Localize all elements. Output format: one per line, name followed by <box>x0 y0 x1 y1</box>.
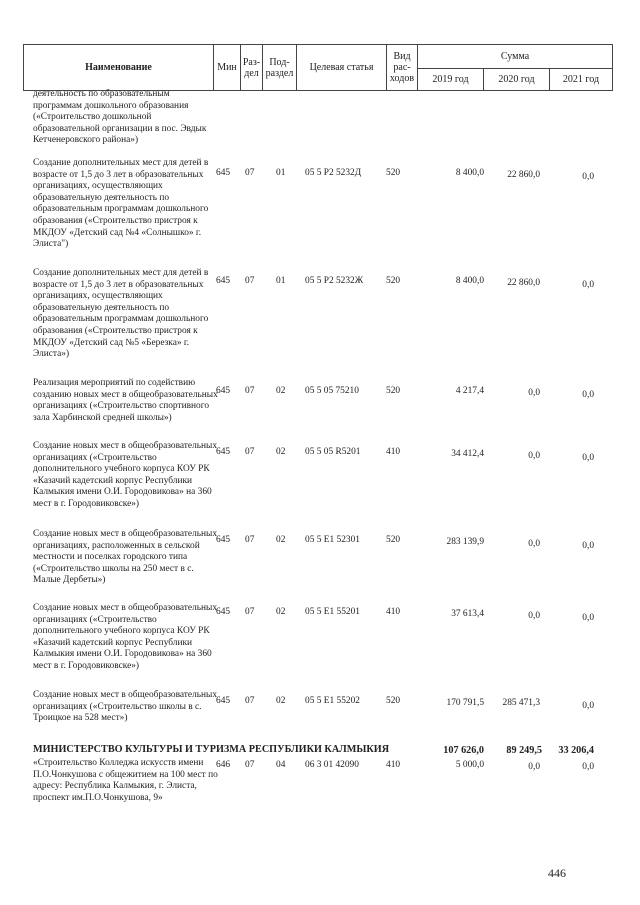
row-cs: 05 5 Р2 5232Д <box>305 168 362 178</box>
row-razdel: 07 <box>245 447 255 457</box>
header-naimenovanie: Наименование <box>24 45 214 90</box>
row-podrazdel: 02 <box>276 696 286 706</box>
row-razdel: 07 <box>245 607 255 617</box>
row-2019: 283 139,9 <box>446 537 484 547</box>
row-razdel: 07 <box>245 386 255 396</box>
header-2019: 2019 год <box>418 69 484 90</box>
row-vid: 410 <box>386 447 401 457</box>
row-2019: 37 613,4 <box>451 609 484 619</box>
row-razdel: 07 <box>245 535 255 545</box>
row-name: Создание дополнительных мест для детей в возрасте от 1,5 до 3 лет в образовательных организациях, осуществляющих образовательную деятельность по образовательным программам дошкольного образования («Строительство пристроя к МКДОУ «Детский сад №5 «Березка» г. Элиста») <box>33 268 209 360</box>
table-header <box>23 44 613 91</box>
header-celevaya-statya: Целевая статья <box>297 45 387 90</box>
row-podrazdel: 02 <box>276 386 286 396</box>
row-cs: 05 5 E1 55202 <box>305 696 360 706</box>
row-podrazdel: 01 <box>276 276 286 286</box>
row-vid: 520 <box>386 276 401 286</box>
row-vid: 410 <box>386 607 401 617</box>
row-2021: 0,0 <box>582 172 594 182</box>
row-2020: 285 471,3 <box>502 698 540 708</box>
row-cs: 05 5 E1 55201 <box>305 607 360 617</box>
row-2019: 170 791,5 <box>446 698 484 708</box>
row-name: Создание новых мест в общеобразовательных организациях («Строительство школы в с. Троицкое на 528 мест») <box>33 690 218 724</box>
row-2019: 4 217,4 <box>455 386 484 396</box>
row-2019: 8 400,0 <box>455 276 484 286</box>
row-2019: 5 000,0 <box>455 760 484 770</box>
row-name: Создание новых мест в общеобразовательных организациях («Строительство дополнительного учебного корпуса КОУ РК «Казачий кадетский корпус Республики Калмыкия имени О.И. Городовикова» на 360 мест в г. Городовиковске») <box>33 441 218 509</box>
row-podrazdel: 04 <box>276 760 286 770</box>
row-name: Создание дополнительных мест для детей в возрасте от 1,5 до 3 лет в образовательных организациях, осуществляющих образовательную деятельность по образовательным программам дошкольного образования («Строительство пристроя к МКДОУ «Детский сад №4 «Солнышко» г. Элиста") <box>33 158 209 250</box>
row-vid: 520 <box>386 168 401 178</box>
row-min: 645 <box>216 535 231 545</box>
row-cs: 05 5 05 75210 <box>305 386 359 396</box>
row-2020: 0,0 <box>528 611 540 621</box>
row-razdel: 07 <box>245 696 255 706</box>
ministry-name: МИНИСТЕРСТВО КУЛЬТУРЫ И ТУРИЗМА РЕСПУБЛИКИ КАЛМЫКИЯ <box>33 744 390 755</box>
row-cs: 06 3 01 42090 <box>305 760 359 770</box>
row-2021: 0,0 <box>582 541 594 551</box>
row-name: Создание новых мест в общеобразовательных организациях («Строительство дополнительного учебного корпуса КОУ РК «Казачий кадетский корпус Республики Калмыкия имени О.И. Городовикова» на 360 мест в г. Городовиковске») <box>33 603 218 671</box>
header-razdel: Раз-дел <box>241 45 263 90</box>
row-podrazdel: 02 <box>276 607 286 617</box>
row-2019: 34 412,4 <box>451 449 484 459</box>
row-2021: 0,0 <box>582 762 594 772</box>
row-2020: 0,0 <box>528 388 540 398</box>
header-vid-rashodov: Вид рас-ходов <box>387 45 418 90</box>
row-razdel: 07 <box>245 168 255 178</box>
row-2020: 0,0 <box>528 539 540 549</box>
row-razdel: 07 <box>245 760 255 770</box>
header-2021: 2021 год <box>562 74 600 85</box>
row-2021: 0,0 <box>582 613 594 623</box>
ministry-2021: 33 206,4 <box>558 745 594 756</box>
row-min: 646 <box>216 760 231 770</box>
row-name: Создание новых мест в общеобразовательных организациях, расположенных в сельской местности и поселках городского типа («Строительство школы на 250 мест в с. Малые Дербеты») <box>33 529 218 586</box>
row-vid: 520 <box>386 535 401 545</box>
row-2021: 0,0 <box>582 280 594 290</box>
row-cs: 05 5 05 R5201 <box>305 447 361 457</box>
row-min: 645 <box>216 696 231 706</box>
row-podrazdel: 02 <box>276 447 286 457</box>
header-2020: 2020 год <box>484 69 550 90</box>
row-cs: 05 5 Р2 5232Ж <box>305 276 364 286</box>
row-vid: 520 <box>386 696 401 706</box>
row-name: «Строительство Колледжа искусств имени П.О.Чонкушова с общежитием на 100 мест по адресу: Республика Калмыкия, г. Элиста, проспект им.П.О.Чонкушова, 9» <box>33 758 218 803</box>
row-razdel: 07 <box>245 276 255 286</box>
row-2021: 0,0 <box>582 453 594 463</box>
row-vid: 520 <box>386 386 401 396</box>
header-podrazdel: Под-раздел <box>263 45 297 90</box>
page-number: 446 <box>548 866 566 880</box>
row-2019: 8 400,0 <box>455 168 484 178</box>
row-min: 645 <box>216 168 231 178</box>
row-cs: 05 5 E1 52301 <box>305 535 360 545</box>
ministry-2020: 89 249,5 <box>506 745 542 756</box>
row-2020: 0,0 <box>528 762 540 772</box>
header-summa: Сумма <box>418 45 612 69</box>
row-podrazdel: 02 <box>276 535 286 545</box>
row-2021: 0,0 <box>582 390 594 400</box>
row-vid: 410 <box>386 760 401 770</box>
row-min: 645 <box>216 276 231 286</box>
row-name: деятельность по образовательным программам дошкольного образования («Строительство дошкольной образовательной организации в пос. Эвдык Кетченеровского района») <box>33 89 207 146</box>
row-podrazdel: 01 <box>276 168 286 178</box>
row-min: 645 <box>216 607 231 617</box>
row-min: 645 <box>216 386 231 396</box>
row-2020: 22 860,0 <box>507 278 540 288</box>
row-2021: 0,0 <box>582 701 594 711</box>
row-min: 645 <box>216 447 231 457</box>
ministry-2019: 107 626,0 <box>443 745 484 756</box>
row-2020: 0,0 <box>528 451 540 461</box>
header-min: Мин <box>214 45 241 90</box>
row-name: Реализация мероприятий по содействию созданию новых мест в общеобразовательных организациях («Строительство спортивного зала Харбинской средней школы») <box>33 378 218 423</box>
row-2020: 22 860,0 <box>507 170 540 180</box>
